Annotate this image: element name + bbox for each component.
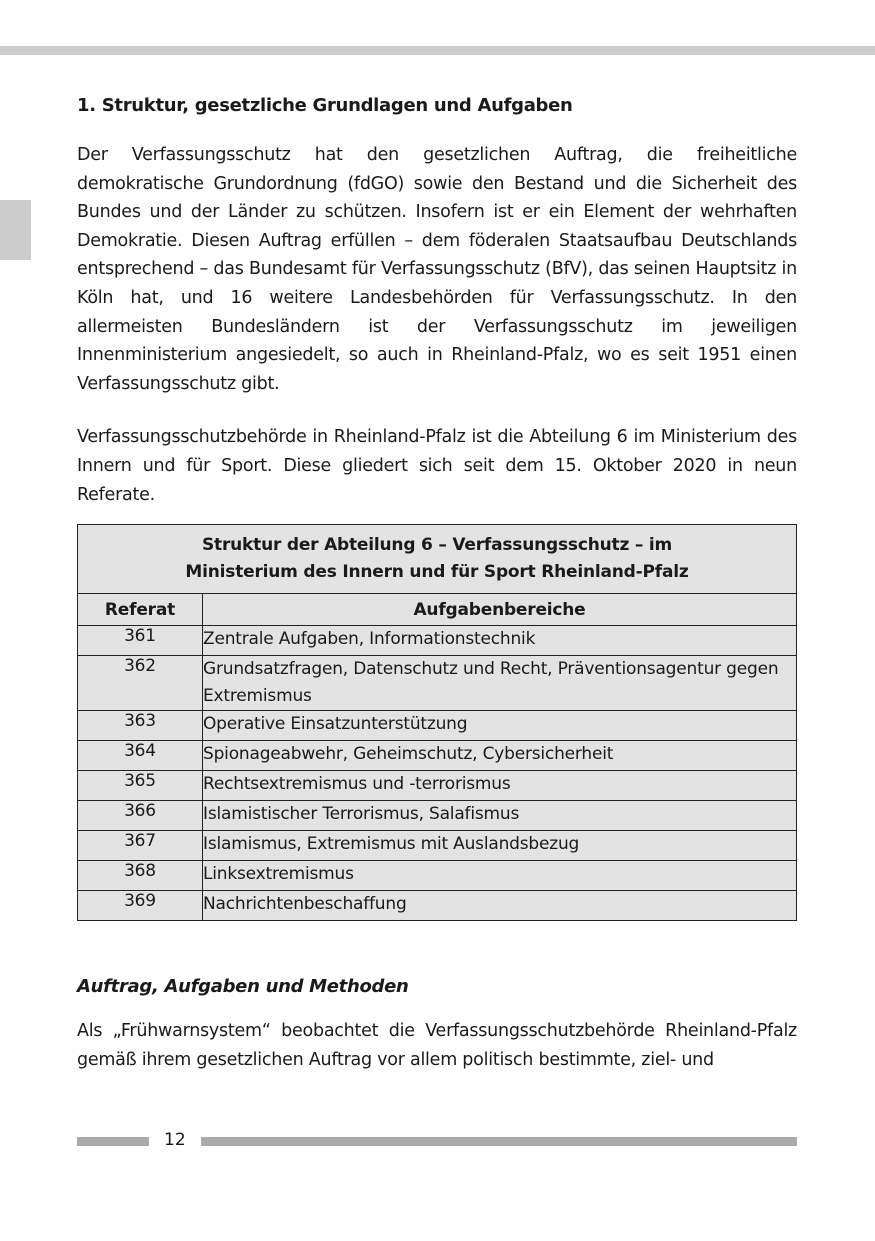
referat-number: 365 (78, 771, 203, 801)
department-structure-table (77, 524, 797, 921)
table-row (78, 861, 797, 891)
header-rule (0, 46, 875, 55)
table-row (78, 891, 797, 921)
subsection-heading: Auftrag, Aufgaben und Methoden (77, 976, 409, 998)
referat-number: 368 (78, 861, 203, 891)
referat-task: Linksextremismus (203, 861, 797, 891)
referat-number: 364 (78, 741, 203, 771)
referat-task: Zentrale Aufgaben, Informationstechnik (203, 626, 797, 656)
referat-number: 361 (78, 626, 203, 656)
page-content (77, 92, 797, 1074)
referat-task: Operative Einsatzunterstützung (203, 711, 797, 741)
table-row (78, 771, 797, 801)
referat-task: Rechtsextremismus und -terrorismus (203, 771, 797, 801)
chapter-tab-marker (0, 200, 31, 260)
column-header-referat: Referat (78, 594, 203, 626)
referat-number: 369 (78, 891, 203, 921)
referat-number: 366 (78, 801, 203, 831)
paragraph-intro: Der Verfassungsschutz hat den gesetzlichen Auftrag, die freiheitliche demokratische Grundordnung (fdGO) sowie den Bestand und die Sicherheit des Bundes und der Länder zu schützen. Insofern ist er ein Element der wehrhaften Demokratie. Diesen Auftrag erfüllen – dem föderalen Staatsaufbau Deutschlands entsprechend – das Bundesamt für Verfassungsschutz (BfV), das seinen Hauptsitz in Köln hat, und 16 weitere Landesbehörden für Verfassungsschutz. In den allermeisten Bundesländern ist der Verfassungsschutz im jeweiligen Innenministerium angesiedelt, so auch in Rheinland-Pfalz, wo es seit 1951 einen Verfassungsschutz gibt. (77, 145, 797, 394)
referat-task: Grundsatzfragen, Datenschutz und Recht, Präventionsagentur gegen Extremismus (203, 656, 797, 711)
table-row (78, 656, 797, 711)
table-row (78, 831, 797, 861)
table-title (78, 525, 797, 594)
referat-number: 367 (78, 831, 203, 861)
paragraph-department: Verfassungsschutzbehörde in Rheinland-Pfalz ist die Abteilung 6 im Ministerium des Innern und für Sport. Diese gliedert sich seit dem 15. Oktober 2020 in neun Referate. (77, 427, 797, 505)
referat-number: 362 (78, 656, 203, 711)
table-row (78, 711, 797, 741)
referat-task: Islamistischer Terrorismus, Salafismus (203, 801, 797, 831)
referat-task: Islamismus, Extremismus mit Auslandsbezug (203, 831, 797, 861)
table-title-line-2: Ministerium des Innern und für Sport Rheinland-Pfalz (185, 562, 689, 583)
referat-task: Nachrichtenbeschaffung (203, 891, 797, 921)
column-header-aufgabenbereiche: Aufgabenbereiche (203, 594, 797, 626)
table-row (78, 801, 797, 831)
page-number: 12 (164, 1130, 186, 1150)
referat-task: Spionageabwehr, Geheimschutz, Cybersicherheit (203, 741, 797, 771)
table-row (78, 741, 797, 771)
footer-rule-left (77, 1137, 149, 1146)
paragraph-early-warning: Als „Frühwarnsystem“ beobachtet die Verfassungsschutzbehörde Rheinland-Pfalz gemäß ihrem gesetzlichen Auftrag vor allem politisch bestimmte, ziel- und (77, 1021, 797, 1070)
referat-number: 363 (78, 711, 203, 741)
table-title-line-1: Struktur der Abteilung 6 – Verfassungsschutz – im (201, 535, 673, 556)
section-heading: 1. Struktur, gesetzliche Grundlagen und Aufgaben (77, 95, 573, 116)
footer-rule-right (201, 1137, 797, 1146)
table-row (78, 626, 797, 656)
